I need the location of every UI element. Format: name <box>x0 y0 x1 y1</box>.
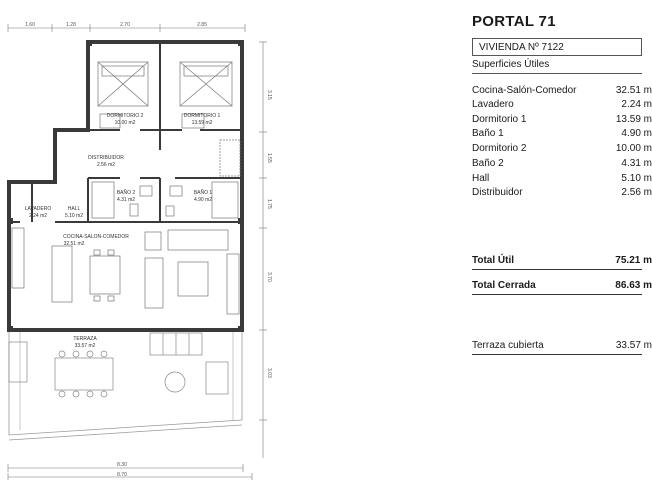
total-util-row <box>472 254 652 267</box>
structural-columns <box>7 40 244 332</box>
area-row <box>472 84 652 97</box>
bottom-dimension-lines <box>8 464 252 480</box>
room-area-lavadero: 2.24 m2 <box>28 213 48 219</box>
area-label: Distribuidor <box>472 187 523 198</box>
room-area-dormitorio-1: 13.59 m2 <box>191 120 213 126</box>
dim-bottom-2: 8.70 <box>117 472 127 478</box>
terraza-row <box>472 339 652 352</box>
room-label-distribuidor: DISTRIBUIDOR <box>88 155 124 161</box>
portal-title: PORTAL 71 <box>472 13 556 30</box>
room-area-bano-2: 4.31 m2 <box>116 197 136 203</box>
terrace-furniture <box>9 333 228 397</box>
terraza-label: Terraza cubierta <box>472 340 544 351</box>
area-value: 4.90 m <box>621 128 652 139</box>
total-cerrada-value: 86.63 m <box>615 280 652 291</box>
terrace-area <box>9 330 242 440</box>
room-area-bano-1: 4.90 m2 <box>193 197 213 203</box>
room-label-dormitorio-1: DORMITORIO 1 <box>183 113 221 119</box>
room-label-terraza: TERRAZA <box>73 336 97 342</box>
room-area-terraza: 33.57 m2 <box>74 343 96 349</box>
area-row <box>472 172 652 185</box>
area-label: Dormitorio 2 <box>472 143 527 154</box>
room-label-bano-2: BAÑO 2 <box>116 190 136 196</box>
room-label-bano-1: BAÑO 1 <box>193 190 213 196</box>
area-label: Baño 1 <box>472 128 504 139</box>
area-value: 5.10 m <box>621 173 652 184</box>
room-area-dormitorio-2: 10.00 m2 <box>114 120 136 126</box>
area-value: 13.59 m <box>615 114 652 125</box>
total-cerrada-row <box>472 279 652 292</box>
floor-plan <box>0 0 300 480</box>
dim-top-3: 2.70 <box>120 22 130 28</box>
area-value: 2.56 m <box>621 187 652 198</box>
dim-right-4: 3.70 <box>266 272 272 282</box>
terraza-value: 33.57 m <box>615 340 652 351</box>
area-label: Hall <box>472 173 490 184</box>
dim-top-4: 2.85 <box>197 22 207 28</box>
area-row <box>472 98 652 111</box>
room-label-dormitorio-2: DORMITORIO 2 <box>106 113 144 119</box>
area-row <box>472 142 652 155</box>
area-value: 2.24 m <box>621 99 652 110</box>
area-value: 32.51 m <box>615 85 652 96</box>
area-row <box>472 113 652 126</box>
total-util-value: 75.21 m <box>615 255 652 266</box>
total-cerrada-divider <box>472 294 642 295</box>
dim-right-5: 3.03 <box>266 368 272 378</box>
room-furniture <box>12 62 240 314</box>
area-label: Baño 2 <box>472 158 504 169</box>
dim-right-3: 1.75 <box>266 199 272 209</box>
dim-right-2: 1.55 <box>266 153 272 163</box>
dim-top-2: 1.28 <box>66 22 76 28</box>
heading-divider <box>472 73 642 74</box>
room-area-cocina-salon-comedor: 32.51 m2 <box>63 241 85 247</box>
area-row <box>472 186 652 199</box>
total-util-divider <box>472 269 642 270</box>
area-label: Dormitorio 1 <box>472 114 527 125</box>
room-label-hall: HALL <box>67 206 81 212</box>
area-label: Lavadero <box>472 99 514 110</box>
surface-panel <box>465 0 652 480</box>
room-area-distribuidor: 2.56 m2 <box>96 162 116 168</box>
area-value: 10.00 m <box>615 143 652 154</box>
room-area-hall: 5.10 m2 <box>64 213 84 219</box>
area-row <box>472 127 652 140</box>
superficies-heading: Superficies Útiles <box>472 59 550 70</box>
dim-bottom-1: 8.30 <box>117 462 127 468</box>
dim-right-1: 3.15 <box>266 90 272 100</box>
room-label-lavadero: LAVADERO <box>24 206 52 212</box>
area-label: Cocina-Salón-Comedor <box>472 85 577 96</box>
room-label-cocina-salon-comedor: COCINA-SALON-COMEDOR <box>63 234 129 240</box>
right-dimension-line <box>259 42 267 458</box>
terraza-divider <box>472 354 642 355</box>
vivienda-label: VIVIENDA Nº 7122 <box>472 38 642 56</box>
total-util-label: Total Útil <box>472 255 515 266</box>
dim-top-1: 1.60 <box>25 22 35 28</box>
area-value: 4.31 m <box>621 158 652 169</box>
total-cerrada-label: Total Cerrada <box>472 280 536 291</box>
area-row <box>472 157 652 170</box>
